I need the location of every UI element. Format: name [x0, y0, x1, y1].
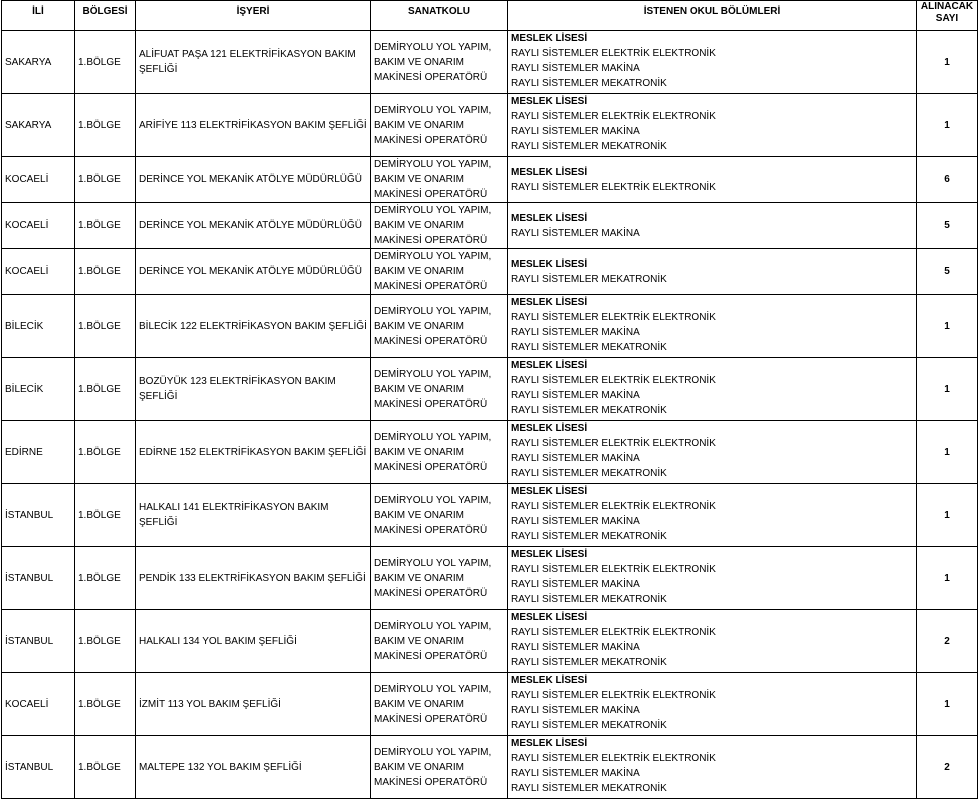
bolum-line: RAYLI SİSTEMLER MEKATRONİK [511, 141, 667, 152]
cell-alinacak-sayi: 2 [917, 736, 978, 799]
okul-turu: MESLEK LİSESİ [511, 486, 588, 497]
sanatkolu-line: DEMİRYOLU YOL YAPIM, [374, 746, 492, 758]
bolum-line: RAYLI SİSTEMLER MEKATRONİK [511, 720, 667, 731]
okul-turu: MESLEK LİSESİ [511, 166, 588, 178]
sanatkolu-line: BAKIM VE ONARIM [374, 266, 465, 277]
cell-bolge: 1.BÖLGE [75, 484, 136, 547]
cell-bolge: 1.BÖLGE [75, 610, 136, 673]
cell-okul-bolumleri [508, 295, 917, 358]
cell-okul-bolumleri [508, 94, 917, 157]
table-row [2, 249, 978, 295]
cell-bolge: 1.BÖLGE [75, 94, 136, 157]
cell-alinacak-sayi: 1 [917, 94, 978, 157]
cell-isyeri: İZMİT 113 YOL BAKIM ŞEFLİĞİ [136, 673, 371, 736]
bolum-line: RAYLI SİSTEMLER ELEKTRİK ELEKTRONİK [511, 48, 716, 59]
cell-alinacak-sayi: 6 [917, 157, 978, 203]
cell-okul-bolumleri [508, 203, 917, 249]
sanatkolu-line: DEMİRYOLU YOL YAPIM, [374, 620, 492, 632]
table-row [2, 157, 978, 203]
cell-alinacak-sayi: 1 [917, 31, 978, 94]
cell-il: BİLECİK [2, 295, 75, 358]
cell-okul-bolumleri [508, 157, 917, 203]
cell-bolge: 1.BÖLGE [75, 157, 136, 203]
cell-sanatkolu [371, 736, 508, 799]
bolum-line: RAYLI SİSTEMLER MAKİNA [511, 390, 640, 401]
sanatkolu-line: BAKIM VE ONARIM [374, 635, 465, 647]
bolum-line: RAYLI SİSTEMLER ELEKTRİK ELEKTRONİK [511, 375, 716, 386]
cell-okul-bolumleri [508, 736, 917, 799]
bolum-line: RAYLI SİSTEMLER ELEKTRİK ELEKTRONİK [511, 181, 716, 193]
table-header-row [2, 1, 978, 31]
bolum-line: RAYLI SİSTEMLER ELEKTRİK ELEKTRONİK [511, 564, 716, 575]
cell-okul-bolumleri [508, 547, 917, 610]
sanatkolu-line: BAKIM VE ONARIM [374, 761, 465, 773]
sanatkolu-line: MAKİNESİ OPERATÖRÜ [374, 776, 488, 788]
cell-il: İSTANBUL [2, 610, 75, 673]
cell-isyeri: PENDİK 133 ELEKTRİFİKASYON BAKIM ŞEFLİĞİ [136, 547, 371, 610]
cell-alinacak-sayi: 1 [917, 547, 978, 610]
sanatkolu-line: DEMİRYOLU YOL YAPIM, [374, 159, 492, 170]
cell-okul-bolumleri [508, 484, 917, 547]
sanatkolu-line: MAKİNESİ OPERATÖRÜ [374, 398, 488, 410]
cell-il: BİLECİK [2, 358, 75, 421]
bolum-line: RAYLI SİSTEMLER MAKİNA [511, 227, 640, 239]
cell-isyeri: HALKALI 134 YOL BAKIM ŞEFLİĞİ [136, 610, 371, 673]
cell-bolge: 1.BÖLGE [75, 547, 136, 610]
cell-bolge: 1.BÖLGE [75, 673, 136, 736]
cell-il: İSTANBUL [2, 736, 75, 799]
bolum-line: RAYLI SİSTEMLER MAKİNA [511, 705, 640, 716]
bolum-line: RAYLI SİSTEMLER MEKATRONİK [511, 405, 667, 416]
sanatkolu-line: BAKIM VE ONARIM [374, 383, 465, 395]
sanatkolu-line: MAKİNESİ OPERATÖRÜ [374, 335, 488, 347]
sanatkolu-line: DEMİRYOLU YOL YAPIM, [374, 683, 492, 695]
table-row [2, 31, 978, 94]
header-okul-bolumleri: İSTENEN OKUL BÖLÜMLERİ [508, 1, 917, 31]
okul-turu: MESLEK LİSESİ [511, 612, 588, 623]
sanatkolu-line: DEMİRYOLU YOL YAPIM, [374, 251, 492, 262]
bolum-line: RAYLI SİSTEMLER ELEKTRİK ELEKTRONİK [511, 501, 716, 512]
table-row [2, 358, 978, 421]
cell-isyeri: ALİFUAT PAŞA 121 ELEKTRİFİKASYON BAKIM ŞEFLİĞİ [136, 31, 371, 94]
table-row [2, 610, 978, 673]
cell-il: İSTANBUL [2, 547, 75, 610]
bolum-line: RAYLI SİSTEMLER MEKATRONİK [511, 531, 667, 542]
sanatkolu-line: MAKİNESİ OPERATÖRÜ [374, 235, 488, 246]
cell-sanatkolu [371, 295, 508, 358]
cell-bolge: 1.BÖLGE [75, 736, 136, 799]
sanatkolu-line: MAKİNESİ OPERATÖRÜ [374, 524, 488, 536]
bolum-line: RAYLI SİSTEMLER MAKİNA [511, 63, 640, 74]
cell-sanatkolu [371, 249, 508, 295]
bolum-line: RAYLI SİSTEMLER MAKİNA [511, 516, 640, 527]
staff-table [1, 0, 978, 799]
cell-sanatkolu [371, 203, 508, 249]
cell-sanatkolu [371, 610, 508, 673]
sanatkolu-line: MAKİNESİ OPERATÖRÜ [374, 587, 488, 599]
cell-il: KOCAELİ [2, 157, 75, 203]
okul-turu: MESLEK LİSESİ [511, 360, 588, 371]
table-row [2, 421, 978, 484]
header-alinacak-sayi: ALINACAK SAYI [917, 1, 978, 31]
sanatkolu-line: BAKIM VE ONARIM [374, 220, 465, 231]
cell-bolge: 1.BÖLGE [75, 31, 136, 94]
cell-il: KOCAELİ [2, 249, 75, 295]
cell-bolge: 1.BÖLGE [75, 249, 136, 295]
sanatkolu-line: DEMİRYOLU YOL YAPIM, [374, 104, 492, 116]
sanatkolu-line: MAKİNESİ OPERATÖRÜ [374, 713, 488, 725]
bolum-line: RAYLI SİSTEMLER MAKİNA [511, 768, 640, 779]
sanatkolu-line: MAKİNESİ OPERATÖRÜ [374, 461, 488, 473]
header-il: İLİ [2, 1, 75, 31]
cell-okul-bolumleri [508, 673, 917, 736]
cell-bolge: 1.BÖLGE [75, 358, 136, 421]
bolum-line: RAYLI SİSTEMLER MAKİNA [511, 453, 640, 464]
table-row [2, 484, 978, 547]
cell-alinacak-sayi: 5 [917, 249, 978, 295]
okul-turu: MESLEK LİSESİ [511, 258, 588, 270]
header-sanatkolu: SANATKOLU [371, 1, 508, 31]
sanatkolu-line: DEMİRYOLU YOL YAPIM, [374, 557, 492, 569]
bolum-line: RAYLI SİSTEMLER MEKATRONİK [511, 78, 667, 89]
cell-sanatkolu [371, 484, 508, 547]
sanatkolu-line: BAKIM VE ONARIM [374, 56, 465, 68]
sanatkolu-line: BAKIM VE ONARIM [374, 572, 465, 584]
bolum-line: RAYLI SİSTEMLER ELEKTRİK ELEKTRONİK [511, 690, 716, 701]
cell-okul-bolumleri [508, 249, 917, 295]
cell-sanatkolu [371, 358, 508, 421]
cell-sanatkolu [371, 157, 508, 203]
sanatkolu-line: BAKIM VE ONARIM [374, 320, 465, 332]
cell-sanatkolu [371, 31, 508, 94]
bolum-line: RAYLI SİSTEMLER MEKATRONİK [511, 273, 667, 285]
cell-isyeri: ARİFİYE 113 ELEKTRİFİKASYON BAKIM ŞEFLİĞİ [136, 94, 371, 157]
sanatkolu-line: DEMİRYOLU YOL YAPIM, [374, 41, 492, 53]
sanatkolu-line: BAKIM VE ONARIM [374, 509, 465, 521]
bolum-line: RAYLI SİSTEMLER MEKATRONİK [511, 657, 667, 668]
cell-bolge: 1.BÖLGE [75, 295, 136, 358]
sanatkolu-line: BAKIM VE ONARIM [374, 119, 465, 131]
sanatkolu-line: DEMİRYOLU YOL YAPIM, [374, 368, 492, 380]
cell-alinacak-sayi: 5 [917, 203, 978, 249]
cell-il: KOCAELİ [2, 203, 75, 249]
header-isyeri: İŞYERİ [136, 1, 371, 31]
sanatkolu-line: MAKİNESİ OPERATÖRÜ [374, 650, 488, 662]
sanatkolu-line: BAKIM VE ONARIM [374, 174, 465, 185]
okul-turu: MESLEK LİSESİ [511, 212, 588, 224]
bolum-line: RAYLI SİSTEMLER MAKİNA [511, 327, 640, 338]
cell-bolge: 1.BÖLGE [75, 421, 136, 484]
bolum-line: RAYLI SİSTEMLER MAKİNA [511, 642, 640, 653]
sanatkolu-line: DEMİRYOLU YOL YAPIM, [374, 431, 492, 443]
cell-alinacak-sayi: 1 [917, 484, 978, 547]
cell-il: SAKARYA [2, 94, 75, 157]
bolum-line: RAYLI SİSTEMLER ELEKTRİK ELEKTRONİK [511, 438, 716, 449]
table-row [2, 673, 978, 736]
bolum-line: RAYLI SİSTEMLER ELEKTRİK ELEKTRONİK [511, 312, 716, 323]
bolum-line: RAYLI SİSTEMLER ELEKTRİK ELEKTRONİK [511, 627, 716, 638]
cell-isyeri: MALTEPE 132 YOL BAKIM ŞEFLİĞİ [136, 736, 371, 799]
cell-sanatkolu [371, 673, 508, 736]
sanatkolu-line: BAKIM VE ONARIM [374, 446, 465, 458]
cell-isyeri: HALKALI 141 ELEKTRİFİKASYON BAKIM ŞEFLİĞİ [136, 484, 371, 547]
cell-il: EDİRNE [2, 421, 75, 484]
cell-alinacak-sayi: 1 [917, 421, 978, 484]
cell-sanatkolu [371, 547, 508, 610]
okul-turu: MESLEK LİSESİ [511, 96, 588, 107]
cell-il: İSTANBUL [2, 484, 75, 547]
okul-turu: MESLEK LİSESİ [511, 423, 588, 434]
header-bolge: BÖLGESİ [75, 1, 136, 31]
cell-il: SAKARYA [2, 31, 75, 94]
cell-bolge: 1.BÖLGE [75, 203, 136, 249]
sanatkolu-line: DEMİRYOLU YOL YAPIM, [374, 205, 492, 216]
okul-turu: MESLEK LİSESİ [511, 738, 588, 749]
sanatkolu-line: DEMİRYOLU YOL YAPIM, [374, 494, 492, 506]
bolum-line: RAYLI SİSTEMLER MAKİNA [511, 126, 640, 137]
cell-sanatkolu [371, 94, 508, 157]
table-row [2, 736, 978, 799]
table-row [2, 203, 978, 249]
bolum-line: RAYLI SİSTEMLER MEKATRONİK [511, 342, 667, 353]
bolum-line: RAYLI SİSTEMLER MEKATRONİK [511, 594, 667, 605]
bolum-line: RAYLI SİSTEMLER MAKİNA [511, 579, 640, 590]
okul-turu: MESLEK LİSESİ [511, 675, 588, 686]
cell-sanatkolu [371, 421, 508, 484]
table-row [2, 295, 978, 358]
table-body [2, 31, 978, 799]
cell-isyeri: BİLECİK 122 ELEKTRİFİKASYON BAKIM ŞEFLİĞİ [136, 295, 371, 358]
okul-turu: MESLEK LİSESİ [511, 549, 588, 560]
cell-isyeri: DERİNCE YOL MEKANİK ATÖLYE MÜDÜRLÜĞÜ [136, 203, 371, 249]
table-row [2, 547, 978, 610]
bolum-line: RAYLI SİSTEMLER ELEKTRİK ELEKTRONİK [511, 111, 716, 122]
cell-okul-bolumleri [508, 421, 917, 484]
sanatkolu-line: BAKIM VE ONARIM [374, 698, 465, 710]
cell-isyeri: BOZÜYÜK 123 ELEKTRİFİKASYON BAKIM ŞEFLİĞİ [136, 358, 371, 421]
sanatkolu-line: MAKİNESİ OPERATÖRÜ [374, 134, 488, 146]
cell-alinacak-sayi: 1 [917, 673, 978, 736]
cell-okul-bolumleri [508, 358, 917, 421]
cell-isyeri: EDİRNE 152 ELEKTRİFİKASYON BAKIM ŞEFLİĞİ [136, 421, 371, 484]
bolum-line: RAYLI SİSTEMLER MEKATRONİK [511, 468, 667, 479]
sanatkolu-line: MAKİNESİ OPERATÖRÜ [374, 71, 488, 83]
sanatkolu-line: DEMİRYOLU YOL YAPIM, [374, 305, 492, 317]
cell-alinacak-sayi: 1 [917, 358, 978, 421]
table-row [2, 94, 978, 157]
cell-okul-bolumleri [508, 610, 917, 673]
cell-il: KOCAELİ [2, 673, 75, 736]
sanatkolu-line: MAKİNESİ OPERATÖRÜ [374, 281, 488, 292]
sanatkolu-line: MAKİNESİ OPERATÖRÜ [374, 189, 488, 200]
cell-alinacak-sayi: 1 [917, 295, 978, 358]
okul-turu: MESLEK LİSESİ [511, 297, 588, 308]
bolum-line: RAYLI SİSTEMLER MEKATRONİK [511, 783, 667, 794]
bolum-line: RAYLI SİSTEMLER ELEKTRİK ELEKTRONİK [511, 753, 716, 764]
cell-isyeri: DERİNCE YOL MEKANİK ATÖLYE MÜDÜRLÜĞÜ [136, 157, 371, 203]
cell-okul-bolumleri [508, 31, 917, 94]
cell-alinacak-sayi: 2 [917, 610, 978, 673]
okul-turu: MESLEK LİSESİ [511, 33, 588, 44]
cell-isyeri: DERİNCE YOL MEKANİK ATÖLYE MÜDÜRLÜĞÜ [136, 249, 371, 295]
